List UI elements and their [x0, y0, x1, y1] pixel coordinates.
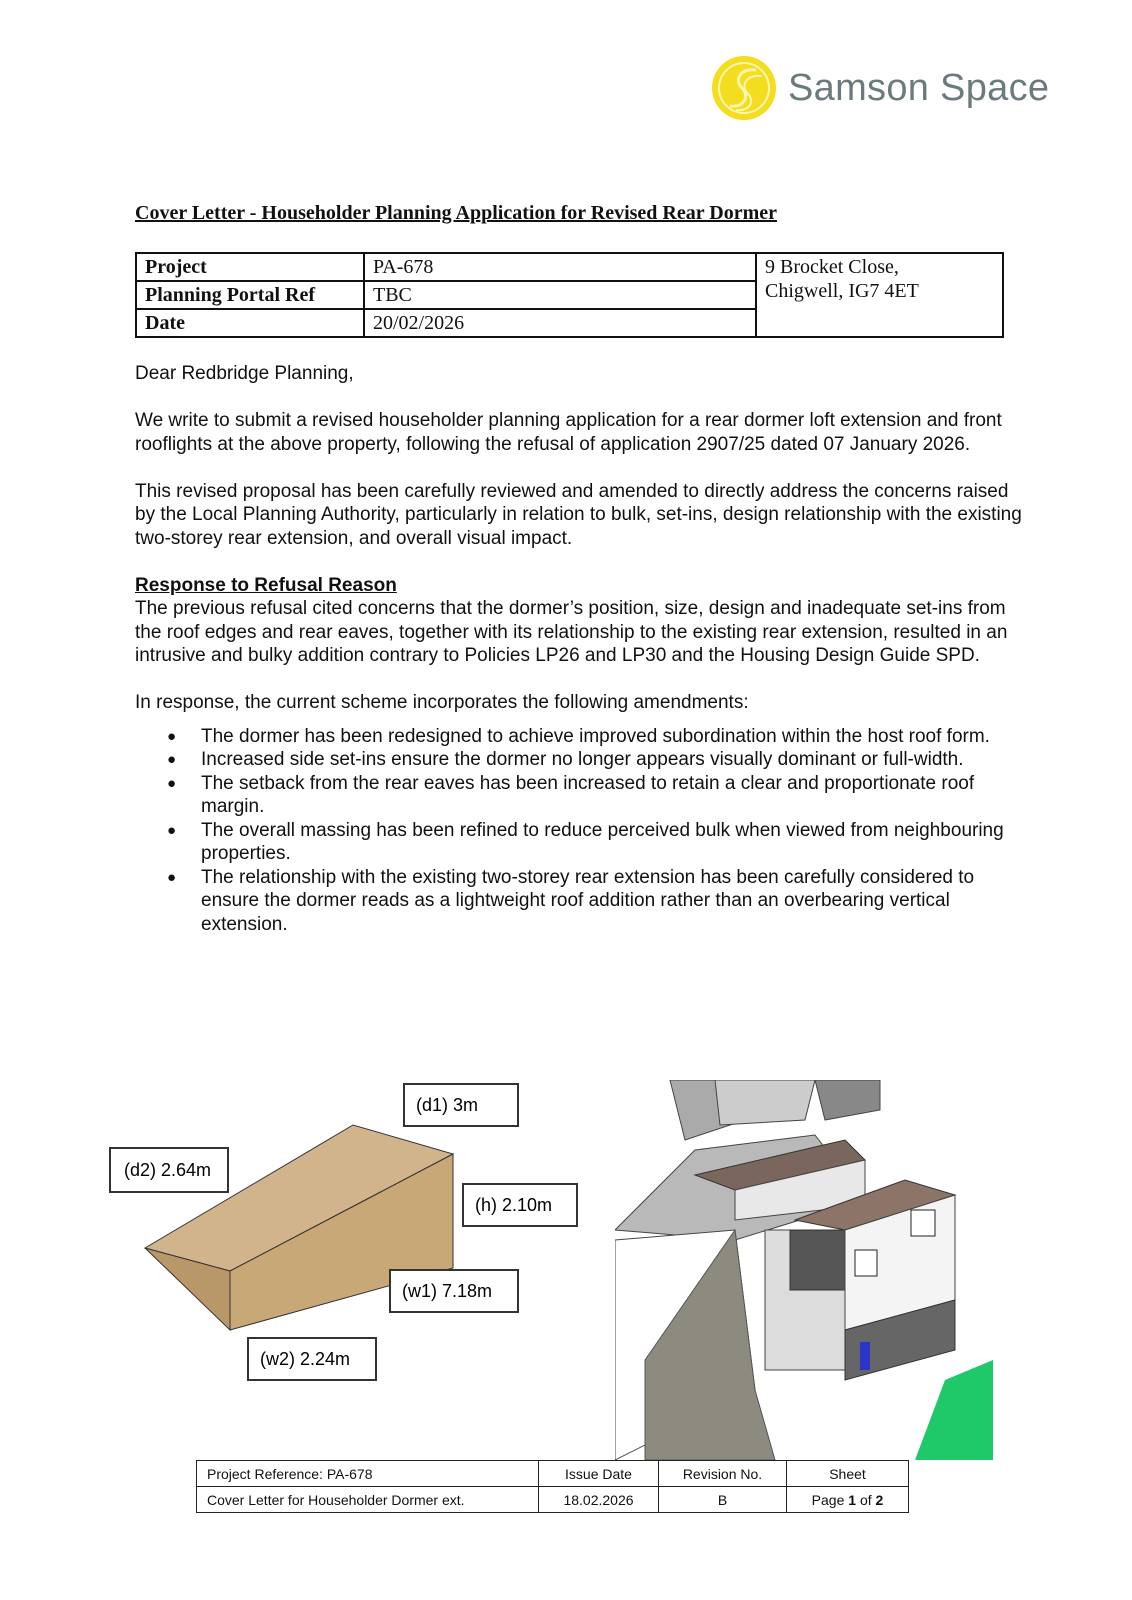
footer-revision-header: Revision No. — [659, 1461, 787, 1487]
paragraph: In response, the current scheme incorporates the following amendments: — [135, 692, 749, 713]
label-date: Date — [136, 309, 364, 337]
footer-revision: B — [659, 1487, 787, 1513]
salutation: Dear Redbridge Planning, — [135, 363, 354, 384]
list-item: ● The overall massing has been refined to reduce perceived bulk when viewed from neighbouring properties. — [167, 819, 1025, 866]
address — [756, 253, 1003, 337]
list-item: ● Increased side set-ins ensure the dormer no longer appears visually dominant or full-width. — [167, 748, 1025, 772]
footer-project-ref: Project Reference: PA-678 — [197, 1461, 539, 1487]
address-line: Chigwell, IG7 4ET — [765, 280, 919, 302]
document-title: Cover Letter - Householder Planning Application for Revised Rear Dormer — [135, 202, 777, 224]
page-total: 2 — [875, 1491, 884, 1508]
dim-w2: (w2) 2.24m — [260, 1349, 351, 1369]
footer-issue-date-header: Issue Date — [539, 1461, 659, 1487]
label-project: Project — [136, 253, 364, 281]
label-portal-ref: Planning Portal Ref — [136, 281, 364, 309]
dim-d1: (d1) 3m — [416, 1095, 479, 1115]
list-item: ● The setback from the rear eaves has been increased to retain a clear and proportionate roof margin. — [167, 772, 1025, 819]
address-line: 9 Brocket Close, — [765, 256, 899, 278]
page-number: 1 — [848, 1491, 857, 1508]
paragraph: This revised proposal has been carefully reviewed and amended to directly address the concerns raised by the Local Planning Authority, particularly in relation to bulk, set-ins, design relationship with the existing two-storey rear extension, and overall visual impact. — [135, 480, 1022, 549]
paragraph: We write to submit a revised householder planning application for a rear dormer loft extension and front rooflights at the above property, following the refusal of application 2907/25 dated 07 January 2026. — [135, 410, 1002, 455]
dim-d2: (d2) 2.64m — [124, 1160, 212, 1180]
dim-w1: (w1) 7.18m — [402, 1281, 493, 1301]
section-heading: Response to Refusal Reason — [135, 574, 397, 596]
letter-body — [135, 362, 1025, 936]
3d-render-image — [615, 1080, 993, 1460]
paragraph: The previous refusal cited concerns that the dormer’s position, size, design and inadequate set-ins from the roof edges and rear eaves, together with its relationship to the existing rear extension, resulted in an intrusive and bulky addition contrary to Policies LP26 and LP30 and the Housing Design Guide SPD. — [135, 598, 1008, 666]
footer-title-block — [196, 1460, 909, 1513]
dormer-dimension-diagram — [108, 1078, 588, 1388]
footer-sheet — [787, 1487, 909, 1513]
value-project: PA-678 — [364, 253, 756, 281]
list-item: ● The relationship with the existing two-storey rear extension has been carefully considered to ensure the dormer reads as a lightweight roof addition rather than an overbearing vertical extension. — [167, 866, 1025, 937]
amendments-list — [167, 725, 1025, 937]
value-date: 20/02/2026 — [364, 309, 756, 337]
footer-sheet-header: Sheet — [787, 1461, 909, 1487]
list-item: ● The dormer has been redesigned to achieve improved subordination within the host roof form. — [167, 725, 1025, 749]
logo-text: Samson Space — [788, 66, 1050, 109]
value-portal-ref: TBC — [364, 281, 756, 309]
footer-description: Cover Letter for Householder Dormer ext. — [197, 1487, 539, 1513]
company-logo — [710, 54, 1049, 122]
logo-icon — [710, 54, 778, 122]
project-info-table — [135, 252, 1004, 338]
page-label: Page — [811, 1491, 849, 1508]
dim-h: (h) 2.10m — [475, 1195, 553, 1215]
page-of: of — [856, 1491, 876, 1508]
footer-issue-date: 18.02.2026 — [539, 1487, 659, 1513]
